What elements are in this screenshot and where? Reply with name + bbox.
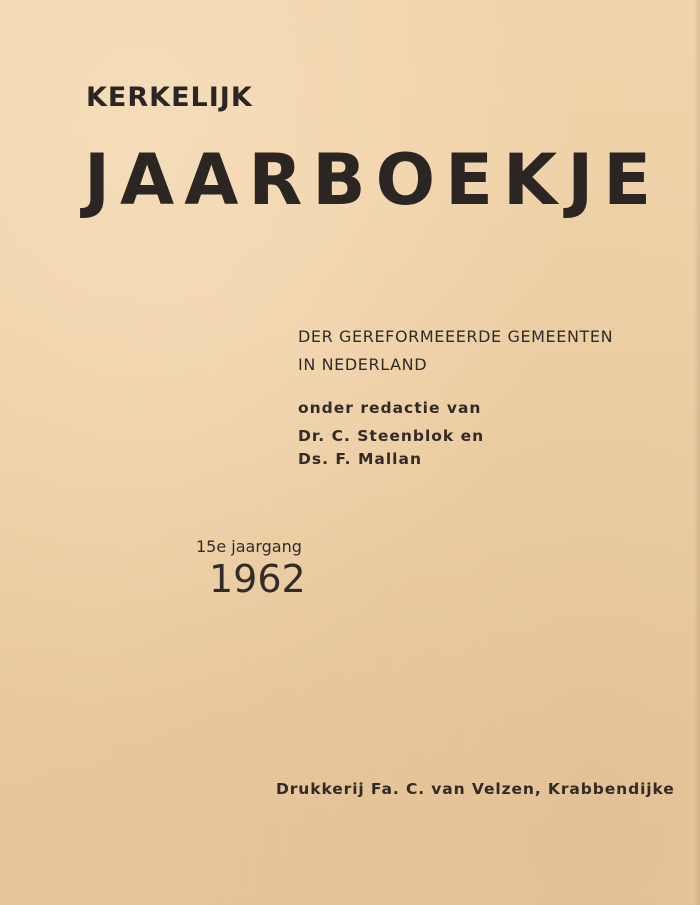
- organization-line-1: DER GEREFORMEEERDE GEMEENTEN: [298, 327, 614, 346]
- editorial-intro: onder redactie van: [298, 399, 482, 417]
- volume-number: 15e jaargang: [196, 537, 302, 556]
- series-title: KERKELIJK: [86, 82, 253, 113]
- main-title: JAARBOEKJE: [84, 139, 662, 221]
- organization-line-2: IN NEDERLAND: [298, 355, 428, 374]
- printer-imprint: Drukkerij Fa. C. van Velzen, Krabbendijke: [276, 780, 675, 798]
- editor-1: Dr. C. Steenblok en: [298, 427, 485, 445]
- editor-2: Ds. F. Mallan: [298, 450, 422, 468]
- cover-edge-shadow: [694, 0, 700, 905]
- publication-year: 1962: [209, 557, 306, 601]
